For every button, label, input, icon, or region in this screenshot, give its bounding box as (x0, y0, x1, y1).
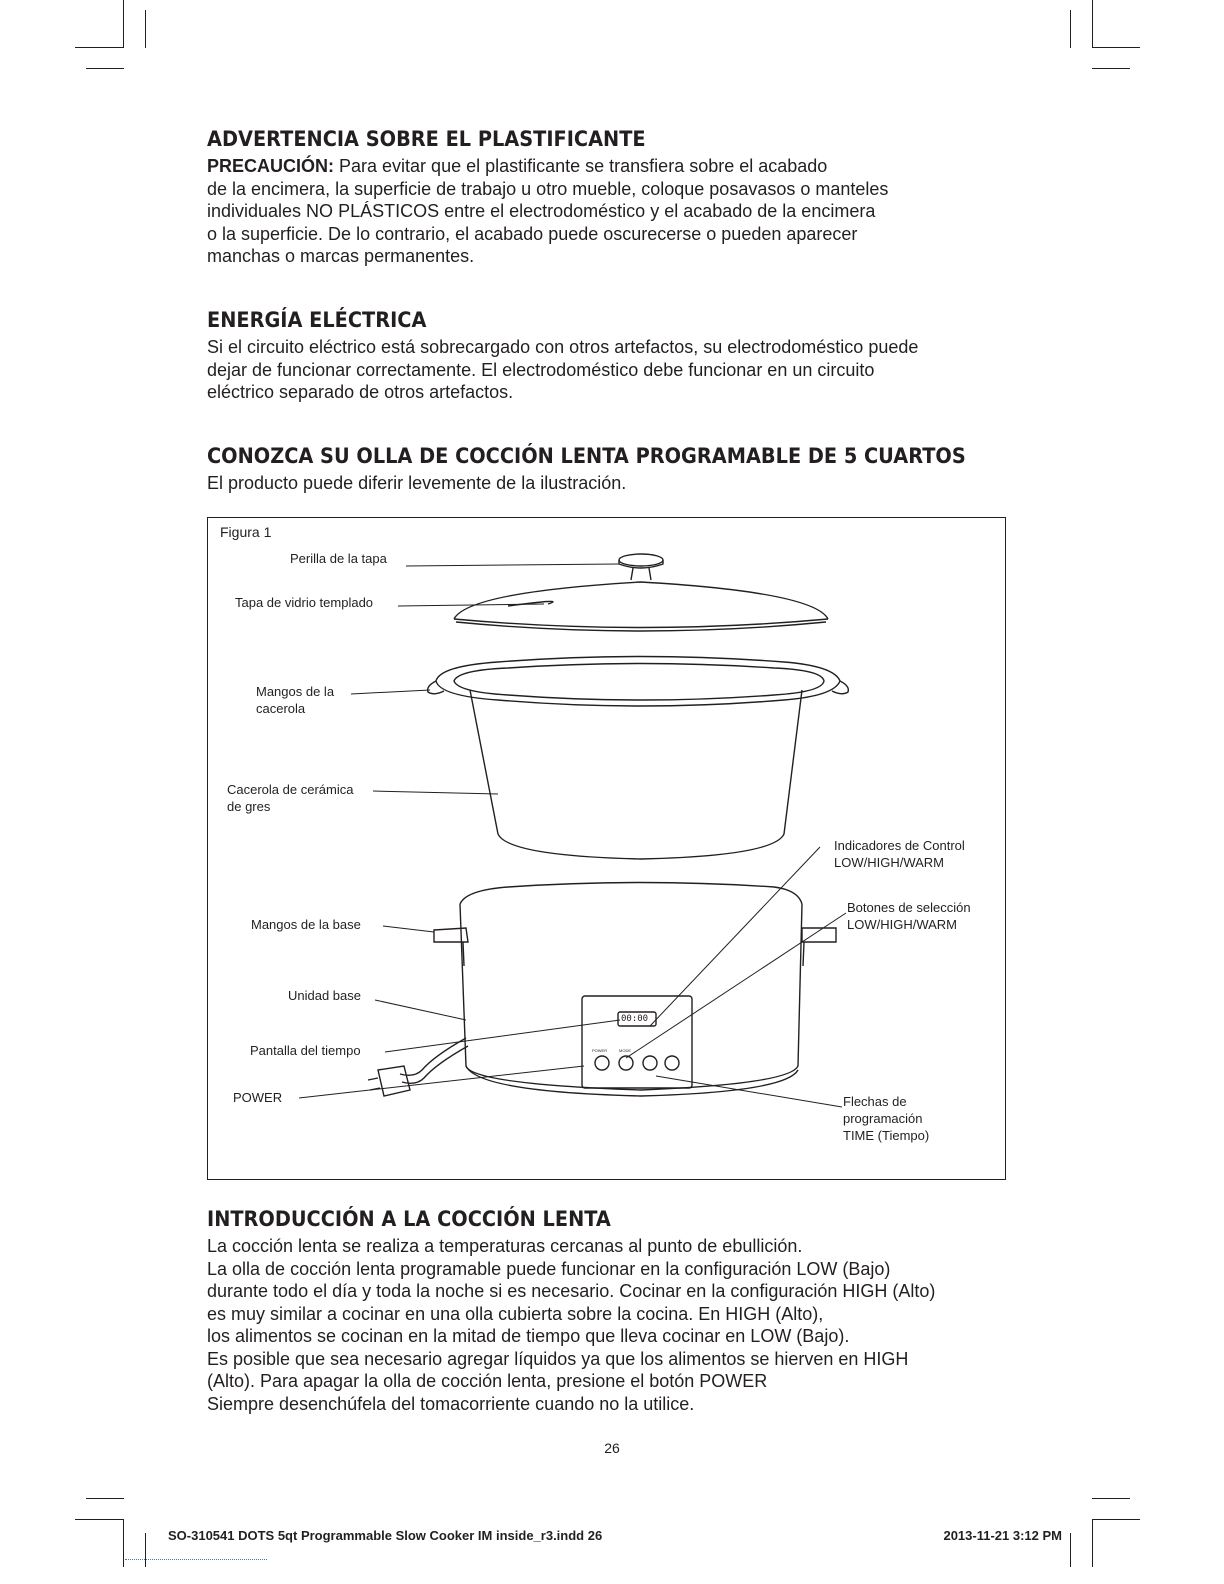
callout-stoneware-crock: Cacerola de cerámica de gres (227, 782, 354, 814)
callout-time-display: Pantalla del tiempo (250, 1043, 361, 1058)
callout-lid-knob: Perilla de la tapa (290, 551, 387, 566)
base-unit (368, 883, 836, 1097)
section-body: Si el circuito eléctrico está sobrecargado con otros artefactos, su electrodoméstico puede dejar de funcionar correctamente. El electrodoméstico debe funcionar en un circuito eléctrico separado de otros artefactos. (207, 337, 919, 402)
stoneware-crock (428, 657, 849, 860)
section-plasticizer-warning (207, 127, 888, 268)
panel-power-label: POWER (592, 1048, 608, 1053)
section-heading: CONOZCA SU OLLA DE COCCIÓN LENTA PROGRAMABLE DE 5 CUARTOS (207, 444, 966, 468)
section-body: La cocción lenta se realiza a temperaturas cercanas al punto de ebullición. La olla de cocción lenta programable puede funcionar en la configuración LOW (Bajo) durante todo el día y toda la noche si es necesario. Cocinar en la configuración HIGH (Alto) es muy similar a cocinar en una olla cubierta sobre la cocina. En HIGH (Alto), los alimentos se cocinan en la mitad de tiempo que lleva cocinar en LOW (Bajo). Es posible que sea necesario agregar líquidos ya que los alimentos se hierven en HIGH (Alto). Para apagar la olla de cocción lenta, presione el botón POWER Siempre desenchúfela del tomacorriente cuando no la utilice. (207, 1236, 936, 1414)
callout-control-indicators: Indicadores de Control LOW/HIGH/WARM (834, 838, 965, 870)
callout-power: POWER (233, 1090, 283, 1105)
callout-crock-handles: Mangos de la cacerola (256, 684, 335, 716)
callout-base-handles: Mangos de la base (251, 917, 361, 932)
callout-time-arrows: Flechas de programación TIME (Tiempo) (843, 1094, 930, 1143)
slug-underline (125, 1559, 267, 1561)
section-slow-cooking-intro (207, 1207, 935, 1415)
section-body (207, 155, 888, 268)
slug-date: 2013-11-21 3:12 PM (943, 1528, 1062, 1543)
page-number: 26 (604, 1440, 620, 1456)
panel-mode-label: MODE (619, 1048, 631, 1053)
section-body: El producto puede diferir levemente de la ilustración. (207, 473, 627, 493)
lid-knob (619, 554, 663, 580)
section-electrical-power (207, 308, 918, 404)
section-heading: ENERGÍA ELÉCTRICA (207, 308, 427, 332)
section-know-your-cooker (207, 444, 1032, 495)
figure-label: Figura 1 (220, 524, 272, 540)
panel-display-readout: 00:00 (621, 1014, 649, 1024)
section-heading: INTRODUCCIÓN A LA COCCIÓN LENTA (207, 1207, 611, 1231)
caution-text: Para evitar que el plastificante se transfiera sobre el acabado de la encimera, la superficie de trabajo u otro mueble, coloque posavasos o manteles individuales NO PLÁSTICOS entre el electrodoméstico y el acabado de la encimera o la superficie. De lo contrario, el acabado puede oscurecerse o pueden aparecer manchas o marcas permanentes. (207, 156, 889, 266)
callout-glass-lid: Tapa de vidrio templado (235, 595, 374, 610)
caution-lead: PRECAUCIÓN: (207, 156, 335, 176)
callout-selection-buttons: Botones de selección LOW/HIGH/WARM (847, 900, 971, 932)
slug-file-name: SO-310541 DOTS 5qt Programmable Slow Cooker IM inside_r3.indd 26 (168, 1528, 603, 1543)
leader-lines (299, 564, 846, 1107)
callout-base-unit: Unidad base (288, 988, 361, 1003)
section-heading: ADVERTENCIA SOBRE EL PLASTIFICANTE (207, 127, 646, 151)
glass-lid (454, 582, 828, 631)
figure-slow-cooker (207, 517, 1006, 1180)
